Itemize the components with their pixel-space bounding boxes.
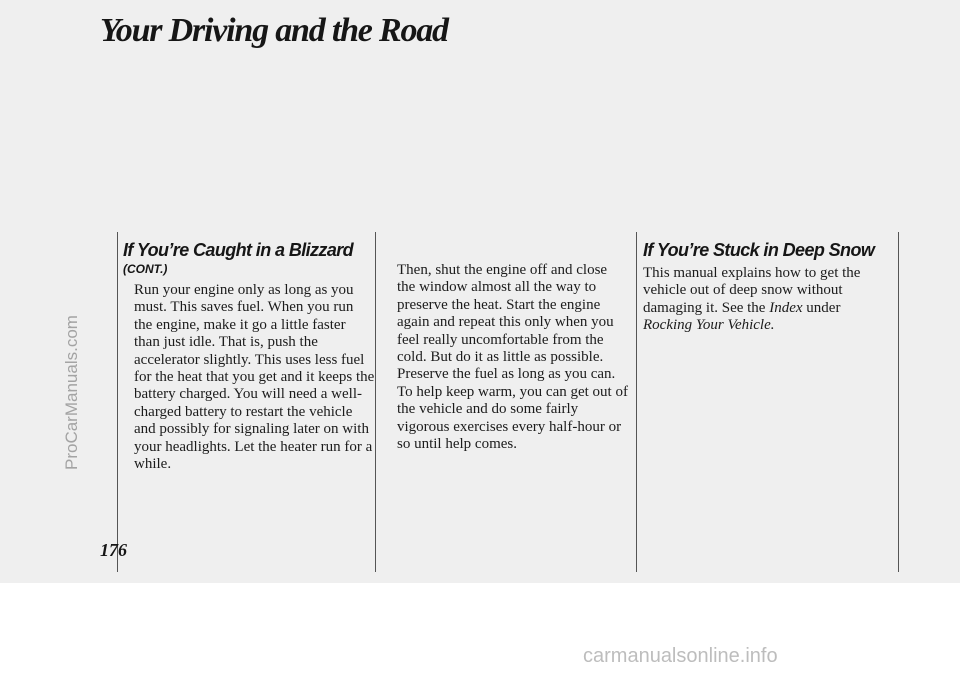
left-margin-rule [117, 232, 118, 572]
footer-watermark: carmanualsonline.info [583, 645, 778, 667]
column-divider-2 [636, 232, 637, 572]
section-heading-deep-snow: If You’re Stuck in Deep Snow [643, 240, 875, 260]
deep-snow-text: This manual explains how to get the vehicle out of deep snow without damaging it. See the [643, 265, 861, 316]
section-heading-blizzard: If You’re Caught in a Blizzard [123, 240, 354, 260]
page-number: 176 [100, 540, 127, 560]
blizzard-continuation [397, 262, 629, 453]
deep-snow-section [643, 240, 883, 335]
blizzard-paragraph-1: Run your engine only as long as you must. This saves fuel. When you run the engine, make it go a little faster than just idle. That is, push the accelerator slightly. This uses less fuel for the heat that you get and it keeps the battery charged. You will need a well-charged battery to restart the vehicle and possibly for signaling later on with your headlights. Let the heater run for a while. [134, 282, 375, 473]
deep-snow-paragraph [643, 265, 883, 335]
blizzard-paragraph-2: Then, shut the engine off and close the window almost all the way to preserve the heat. Start the engine again and repeat this only when you feel really uncomfortable from the cold. But do it as little as possible. Preserve the fuel as long as you can. To help keep warm, you can get out of the vehicle and do some fairly vigorous exercises every half-hour or so until help comes. [397, 262, 628, 453]
chapter-title: Your Driving and the Road [100, 12, 448, 49]
column-divider-1 [375, 232, 376, 572]
rocking-vehicle-reference: Rocking Your Vehicle. [643, 317, 775, 334]
right-margin-rule [898, 232, 899, 572]
index-reference: Index [769, 299, 803, 316]
continued-label: (CONT.) [123, 262, 168, 276]
blizzard-section [123, 240, 375, 473]
side-watermark: ProCarManuals.com [62, 315, 81, 470]
deep-snow-text-under: under [806, 299, 841, 316]
